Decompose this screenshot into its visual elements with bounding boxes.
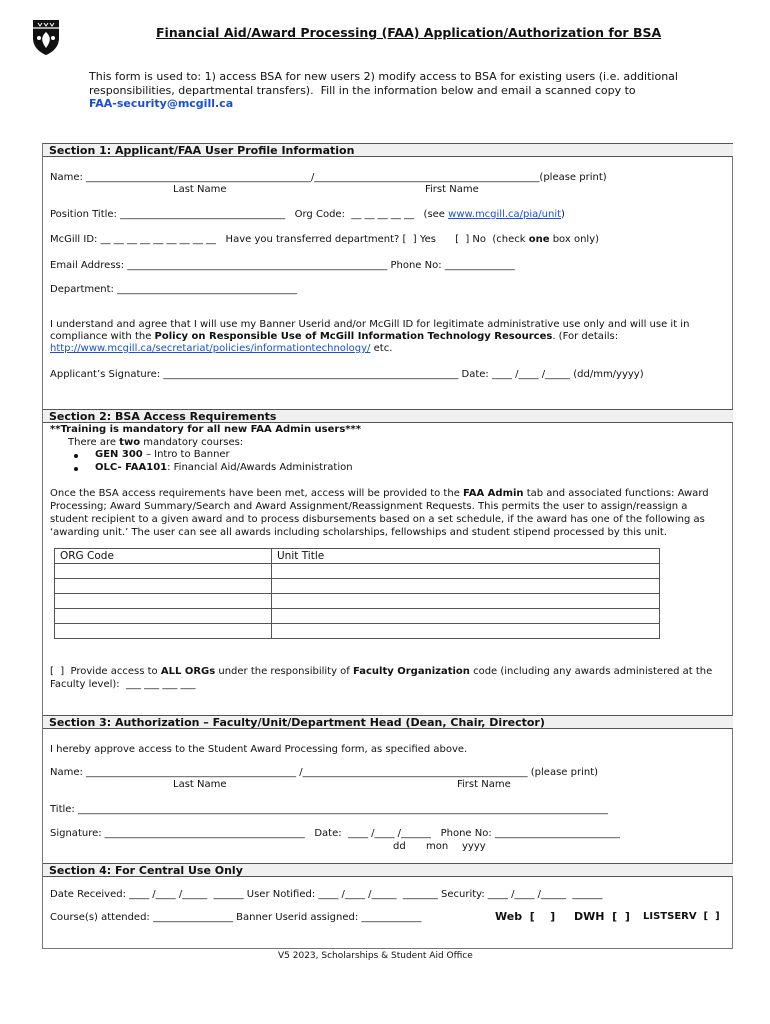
box-only-label: box only) <box>549 234 600 245</box>
courses-pre: There are <box>68 437 120 448</box>
course-1 <box>95 449 230 460</box>
courses-post: mandatory courses: <box>140 437 244 448</box>
org-code-cell[interactable] <box>55 564 272 579</box>
table-row <box>55 609 660 624</box>
mcgill-id-row <box>50 234 599 245</box>
bullet-icon <box>74 454 78 458</box>
approval-statement: I hereby approve access to the Student Award Processing form, as specified above. <box>50 744 468 755</box>
course-1-code: GEN 300 <box>95 449 143 460</box>
dwh-checkbox[interactable]: DWH [ ] <box>574 910 630 923</box>
course-2-code: OLC- FAA101 <box>95 462 168 473</box>
org-code-cell[interactable] <box>55 594 272 609</box>
org-unit-table <box>54 548 660 639</box>
course-2 <box>95 462 353 473</box>
faculty-level-field[interactable]: Faculty level): ___ ___ ___ ___ <box>50 679 196 690</box>
access-para-line-4: ‘awarding unit.’ The user can see all awards including scholarships, fellowships and student stipend processed by this unit. <box>50 527 667 538</box>
unit-title-cell[interactable] <box>272 624 660 639</box>
para-pre: Once the BSA access requirements have been met, access will be provided to the <box>50 488 464 499</box>
faculty-organization-label: Faculty Organization <box>353 666 470 677</box>
org-code-cell[interactable] <box>55 579 272 594</box>
intro-line-2: responsibilities, departmental transfers). Fill in the information below and email a scanned copy to <box>89 84 636 97</box>
department-field[interactable]: Department: ____________________________________ <box>50 284 298 295</box>
head-signature-field[interactable]: Signature: ________________________________________ Date: ____ /____ /______ Phone No: _________________________ <box>50 828 620 839</box>
all-orgs-pre: [ ] Provide access to <box>50 666 161 677</box>
agreement-line-3 <box>50 343 392 354</box>
courses-two: two <box>119 437 141 448</box>
access-para-line-1 <box>50 488 709 499</box>
position-org-field[interactable]: Position Title: _________________________________ Org Code: __ __ __ __ __ (see <box>50 209 449 220</box>
agreement-line-2 <box>50 331 618 342</box>
form-title: Financial Aid/Award Processing (FAA) Application/Authorization for BSA <box>156 25 662 40</box>
applicant-name-field[interactable]: Name: _____________________________________________/_____________________________________________(please print) <box>50 172 607 183</box>
section-4-heading: Section 4: For Central Use Only <box>43 863 733 877</box>
policy-url-link[interactable]: http://www.mcgill.ca/secretariat/policies/informationtechnology/ <box>50 343 371 354</box>
para-post: tab and associated functions: Award <box>523 488 709 499</box>
access-para-line-2: Processing; Award Summary/Search and Award Assignment/Reassignment Requests. This permits the user to assign/reassign a <box>50 501 688 512</box>
agreement-line-1: I understand and agree that I will use my Banner Userid and/or McGill ID for legitimate administrative use only and will use it in <box>50 319 690 330</box>
bullet-icon <box>74 467 78 471</box>
unit-title-cell[interactable] <box>272 594 660 609</box>
table-row <box>55 594 660 609</box>
head-last-name-label: Last Name <box>173 779 227 790</box>
courses-attended-row[interactable]: Course(s) attended: ________________ Banner Userid assigned: ____________ <box>50 912 422 923</box>
head-name-field[interactable]: Name: __________________________________________ /_____________________________________________ (please print) <box>50 767 599 778</box>
section-2-heading: Section 2: BSA Access Requirements <box>43 409 733 423</box>
table-header-row <box>55 549 660 564</box>
unit-link-close: ) <box>561 209 565 220</box>
one-label: one <box>528 234 550 245</box>
listserv-checkbox[interactable]: LISTSERV [ ] <box>643 911 720 922</box>
email-phone-field[interactable]: Email Address: ____________________________________________________ Phone No: ______________ <box>50 260 515 271</box>
position-org-row <box>50 209 565 220</box>
course-2-name: : Financial Aid/Awards Administration <box>167 462 353 473</box>
org-code-header: ORG Code <box>55 549 272 564</box>
footer-text: V5 2023, Scholarships & Student Aid Office <box>278 951 473 961</box>
yyyy-label: yyyy <box>462 841 486 852</box>
section-3-heading: Section 3: Authorization – Faculty/Unit/Department Head (Dean, Chair, Director) <box>43 715 733 729</box>
agreement-etc: etc. <box>370 343 393 354</box>
org-code-cell[interactable] <box>55 624 272 639</box>
course-1-name: – Intro to Banner <box>142 449 230 460</box>
unit-title-header: Unit Title <box>272 549 660 564</box>
org-code-cell[interactable] <box>55 609 272 624</box>
section-1-heading: Section 1: Applicant/FAA User Profile Information <box>43 143 733 157</box>
all-orgs-post: code (including any awards administered at the <box>469 666 713 677</box>
training-notice: **Training is mandatory for all new FAA Admin users*** <box>50 424 361 435</box>
faa-admin-label: FAA Admin <box>463 488 524 499</box>
head-title-field[interactable]: Title: __________________________________________________________________________________________________________ <box>50 804 608 815</box>
access-para-line-3: student recipient to a given award and to process disbursements based on a set schedule, if the award has one of the following as <box>50 514 705 525</box>
all-orgs-mid: under the responsibility of <box>215 666 353 677</box>
dd-label: dd <box>393 841 406 852</box>
mcgill-crest-icon <box>31 18 61 56</box>
table-row <box>55 564 660 579</box>
date-received-row[interactable]: Date Received: ____ /____ /_____ ______ User Notified: ____ /____ /_____ _______ Security: ____ /____ /_____ ______ <box>50 889 603 900</box>
mcgill-id-field[interactable]: McGill ID: __ __ __ __ __ __ __ __ __ Have you transferred department? [ ] Yes [ ] No (check <box>50 234 529 245</box>
all-orgs-checkbox-line[interactable] <box>50 666 712 677</box>
agreement-pre: compliance with the <box>50 331 155 342</box>
agreement-post: . (For details: <box>552 331 619 342</box>
policy-name: Policy on Responsible Use of McGill Information Technology Resources <box>154 331 553 342</box>
mon-label: mon <box>426 841 449 852</box>
head-first-name-label: First Name <box>457 779 511 790</box>
unit-title-cell[interactable] <box>272 609 660 624</box>
first-name-label: First Name <box>425 184 479 195</box>
unit-title-cell[interactable] <box>272 564 660 579</box>
web-checkbox[interactable]: Web [ ] <box>495 910 556 923</box>
security-email-link[interactable]: FAA-security@mcgill.ca <box>89 97 234 110</box>
unit-title-cell[interactable] <box>272 579 660 594</box>
all-orgs-label: ALL ORGs <box>160 666 216 677</box>
table-row <box>55 624 660 639</box>
table-row <box>55 579 660 594</box>
courses-intro <box>68 437 243 448</box>
last-name-label: Last Name <box>173 184 227 195</box>
intro-line-1: This form is used to: 1) access BSA for new users 2) modify access to BSA for existing users (i.e. additional <box>89 70 678 83</box>
applicant-signature-field[interactable]: Applicant’s Signature: ___________________________________________________________ Date: ____ /____ /_____ (dd/mm/yyyy) <box>50 369 644 380</box>
unit-link[interactable]: www.mcgill.ca/pia/unit <box>448 209 562 220</box>
